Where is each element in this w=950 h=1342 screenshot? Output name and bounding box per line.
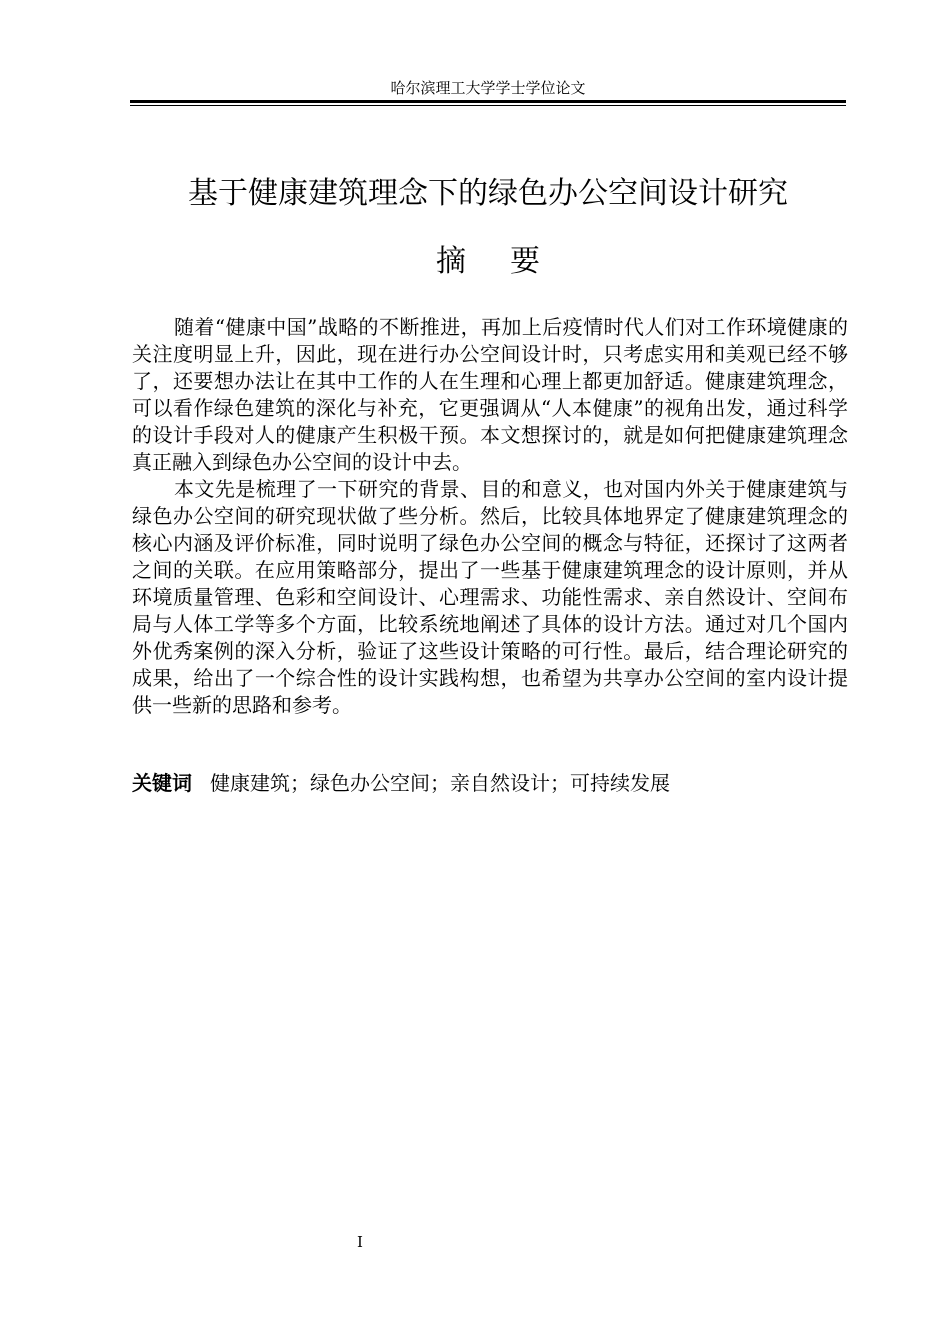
abstract-paragraph: 本文先是梳理了一下研究的背景、目的和意义，也对国内外关于健康建筑与绿色办公空间的研究现状做了些分析。然后，比较具体地界定了健康建筑理念的核心内涵及评价标准，同时说明了绿色办公空间的概念与特征，还探讨了这两者之间的关联。在应用策略部分，提出了一些基于健康建筑理念的设计原则，并从环境质量管理、色彩和空间设计、心理需求、功能性需求、亲自然设计、空间布局与人体工学等多个方面，比较系统地阐述了具体的设计方法。通过对几个国内外优秀案例的深入分析，验证了这些设计策略的可行性。最后，结合理论研究的成果，给出了一个综合性的设计实践构想，也希望为共享办公空间的室内设计提供一些新的思路和参考。 xyxy=(132,477,848,717)
abstract-heading: 摘要 xyxy=(436,244,584,279)
abstract-body xyxy=(132,314,848,719)
running-header: 哈尔滨理工大学学士学位论文 xyxy=(390,79,586,97)
keywords-value: 健康建筑；绿色办公空间；亲自然设计；可持续发展 xyxy=(210,771,670,795)
header-rule-thick xyxy=(130,100,846,103)
page-number: I xyxy=(357,1233,363,1251)
document-title: 基于健康建筑理念下的绿色办公空间设计研究 xyxy=(188,176,788,212)
abstract-paragraph: 随着“健康中国”战略的不断推进，再加上后疫情时代人们对工作环境健康的关注度明显上升，因此，现在进行办公空间设计时，只考虑实用和美观已经不够了，还要想办法让在其中工作的人在生理和心理上都更加舒适。健康建筑理念，可以看作绿色建筑的深化与补充，它更强调从“人本健康”的视角出发，通过科学的设计手段对人的健康产生积极干预。本文想探讨的，就是如何把健康建筑理念真正融入到绿色办公空间的设计中去。 xyxy=(132,315,848,474)
header-rule-thin xyxy=(130,105,846,106)
keywords-line xyxy=(132,770,848,797)
keywords-label: 关键词 xyxy=(132,771,192,795)
